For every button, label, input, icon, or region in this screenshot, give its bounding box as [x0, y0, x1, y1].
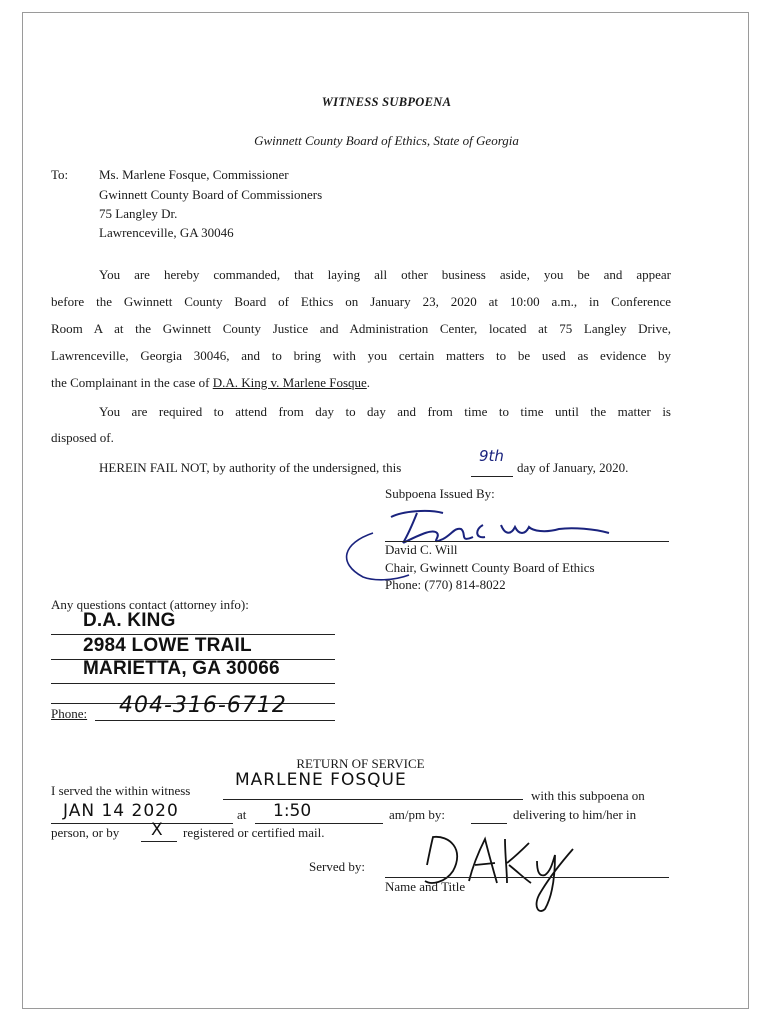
- recipient-line: Lawrenceville, GA 30046: [99, 225, 234, 240]
- body-line: Room A at the Gwinnett County Justice and Administration Center, located at 75 Langley Drive,: [51, 321, 671, 336]
- document-subtitle: Gwinnett County Board of Ethics, State of Georgia: [254, 133, 519, 148]
- phone-value-handwritten: 404-316-6712: [119, 693, 287, 718]
- attend-line: disposed of.: [51, 430, 114, 445]
- witness-name-line: [223, 799, 523, 800]
- document-title: WITNESS SUBPOENA: [321, 95, 452, 109]
- recipient-line: Ms. Marlene Fosque, Commissioner: [99, 167, 289, 182]
- signer-name: David C. Will: [385, 542, 458, 557]
- ampm-label: am/pm by:: [389, 807, 445, 822]
- return-title: RETURN OF SERVICE: [296, 756, 425, 771]
- attend-line: You are required to attend from day to day and from time to time until the matter is: [99, 404, 671, 419]
- mail-suffix: registered or certified mail.: [183, 825, 325, 840]
- contact-name: D.A. KING: [83, 610, 176, 631]
- served-time-line: [255, 823, 383, 824]
- herein-suffix: day of January, 2020.: [517, 460, 629, 475]
- phone-label: Phone:: [51, 706, 88, 721]
- witness-name-handwritten: MARLENE FOSQUE: [235, 770, 407, 790]
- to-label: To:: [51, 167, 69, 182]
- name-title-label: Name and Title: [385, 879, 466, 894]
- server-signature: [409, 825, 589, 915]
- herein-day-handwritten: 9th: [479, 447, 504, 465]
- mail-mark-handwritten: X: [151, 820, 163, 840]
- at-label: at: [237, 807, 247, 822]
- body-last-prefix: the Complainant in the case of: [51, 375, 213, 390]
- body-line: before the Gwinnett County Board of Ethics on January 23, 2020 at 10:00 a.m., in Conference: [51, 294, 671, 309]
- person-prefix: person, or by: [51, 825, 120, 840]
- herein-prefix: HEREIN FAIL NOT, by authority of the undersigned, this: [99, 460, 402, 475]
- served-by-label: Served by:: [309, 859, 365, 874]
- served-prefix: I served the within witness: [51, 783, 191, 798]
- delivering-label: delivering to him/her in: [513, 807, 637, 822]
- body-last-line: [51, 369, 671, 396]
- served-suffix: with this subpoena on: [531, 788, 645, 803]
- contact-city: MARIETTA, GA 30066: [83, 658, 280, 679]
- contact-street: 2984 LOWE TRAIL: [83, 635, 252, 656]
- contact-line: [51, 683, 335, 684]
- body-line: You are hereby commanded, that laying all other business aside, you be and appear: [99, 267, 671, 282]
- served-by-line: [385, 877, 669, 878]
- body-line: Lawrenceville, Georgia 30046, and to bring with you certain matters to be used as evidence by: [51, 348, 671, 363]
- day-blank-line: [471, 476, 513, 477]
- case-name: D.A. King v. Marlene Fosque: [212, 375, 367, 390]
- mail-mark-line: [141, 841, 177, 842]
- recipient-line: Gwinnett County Board of Commissioners: [99, 187, 323, 202]
- ampm-blank-line: [471, 823, 507, 824]
- served-time-handwritten: 1:50: [273, 801, 312, 821]
- phone-line: [95, 720, 335, 721]
- contact-label: Any questions contact (attorney info):: [51, 597, 249, 612]
- subpoena-page: [22, 12, 749, 1009]
- served-date-handwritten: JAN 14 2020: [63, 801, 179, 821]
- signer-title: Chair, Gwinnett County Board of Ethics: [385, 560, 595, 575]
- served-date-line: [51, 823, 233, 824]
- recipient-line: 75 Langley Dr.: [99, 206, 178, 221]
- signer-phone: Phone: (770) 814-8022: [385, 577, 506, 592]
- issued-by-label: Subpoena Issued By:: [385, 486, 495, 501]
- body-last-suffix: .: [366, 375, 371, 390]
